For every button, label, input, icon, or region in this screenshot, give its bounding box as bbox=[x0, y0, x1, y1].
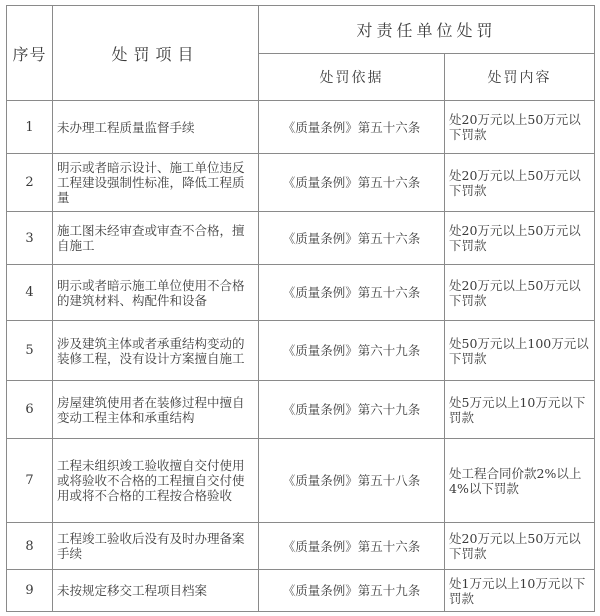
penalty-table bbox=[6, 5, 595, 612]
table-row bbox=[7, 154, 595, 212]
cell-item: 明示或者暗示施工单位使用不合格的建筑材料、构配件和设备 bbox=[53, 265, 259, 321]
cell-content: 处工程合同价款2%以上4%以下罚款 bbox=[445, 439, 595, 523]
cell-basis: 《质量条例》第五十九条 bbox=[259, 570, 445, 612]
cell-no: 3 bbox=[7, 212, 53, 265]
table-row bbox=[7, 439, 595, 523]
cell-basis: 《质量条例》第六十九条 bbox=[259, 321, 445, 381]
cell-no: 6 bbox=[7, 381, 53, 439]
cell-basis: 《质量条例》第五十六条 bbox=[259, 154, 445, 212]
table-row bbox=[7, 570, 595, 612]
header-group: 对责任单位处罚 bbox=[259, 6, 595, 54]
cell-item: 工程竣工验收后没有及时办理备案手续 bbox=[53, 523, 259, 570]
cell-basis: 《质量条例》第六十九条 bbox=[259, 381, 445, 439]
cell-content: 处20万元以上50万元以下罚款 bbox=[445, 101, 595, 154]
header-item: 处罚项目 bbox=[53, 6, 259, 101]
cell-content: 处20万元以上50万元以下罚款 bbox=[445, 212, 595, 265]
table-row bbox=[7, 265, 595, 321]
header-content: 处罚内容 bbox=[445, 54, 595, 101]
header-basis: 处罚依据 bbox=[259, 54, 445, 101]
cell-item: 工程未组织竣工验收擅自交付使用或将验收不合格的工程擅自交付使用或将不合格的工程按合格验收 bbox=[53, 439, 259, 523]
cell-no: 8 bbox=[7, 523, 53, 570]
cell-content: 处50万元以上100万元以下罚款 bbox=[445, 321, 595, 381]
cell-content: 处20万元以上50万元以下罚款 bbox=[445, 154, 595, 212]
cell-basis: 《质量条例》第五十八条 bbox=[259, 439, 445, 523]
cell-item: 房屋建筑使用者在装修过程中擅自变动工程主体和承重结构 bbox=[53, 381, 259, 439]
table-row bbox=[7, 381, 595, 439]
cell-no: 7 bbox=[7, 439, 53, 523]
table-row bbox=[7, 212, 595, 265]
cell-content: 处1万元以上10万元以下罚款 bbox=[445, 570, 595, 612]
cell-basis: 《质量条例》第五十六条 bbox=[259, 265, 445, 321]
cell-basis: 《质量条例》第五十六条 bbox=[259, 212, 445, 265]
cell-item: 明示或者暗示设计、施工单位违反工程建设强制性标准，降低工程质量 bbox=[53, 154, 259, 212]
cell-content: 处5万元以上10万元以下罚款 bbox=[445, 381, 595, 439]
cell-no: 2 bbox=[7, 154, 53, 212]
cell-no: 4 bbox=[7, 265, 53, 321]
cell-content: 处20万元以上50万元以下罚款 bbox=[445, 523, 595, 570]
cell-no: 9 bbox=[7, 570, 53, 612]
cell-content: 处20万元以上50万元以下罚款 bbox=[445, 265, 595, 321]
cell-basis: 《质量条例》第五十六条 bbox=[259, 523, 445, 570]
cell-item: 未办理工程质量监督手续 bbox=[53, 101, 259, 154]
table-row bbox=[7, 523, 595, 570]
table-row bbox=[7, 101, 595, 154]
cell-no: 1 bbox=[7, 101, 53, 154]
cell-item: 涉及建筑主体或者承重结构变动的装修工程，没有设计方案擅自施工 bbox=[53, 321, 259, 381]
header-no: 序号 bbox=[7, 6, 53, 101]
cell-no: 5 bbox=[7, 321, 53, 381]
table-row bbox=[7, 321, 595, 381]
cell-basis: 《质量条例》第五十六条 bbox=[259, 101, 445, 154]
cell-item: 施工图未经审查或审查不合格，擅自施工 bbox=[53, 212, 259, 265]
cell-item: 未按规定移交工程项目档案 bbox=[53, 570, 259, 612]
header-row-top bbox=[7, 6, 595, 54]
